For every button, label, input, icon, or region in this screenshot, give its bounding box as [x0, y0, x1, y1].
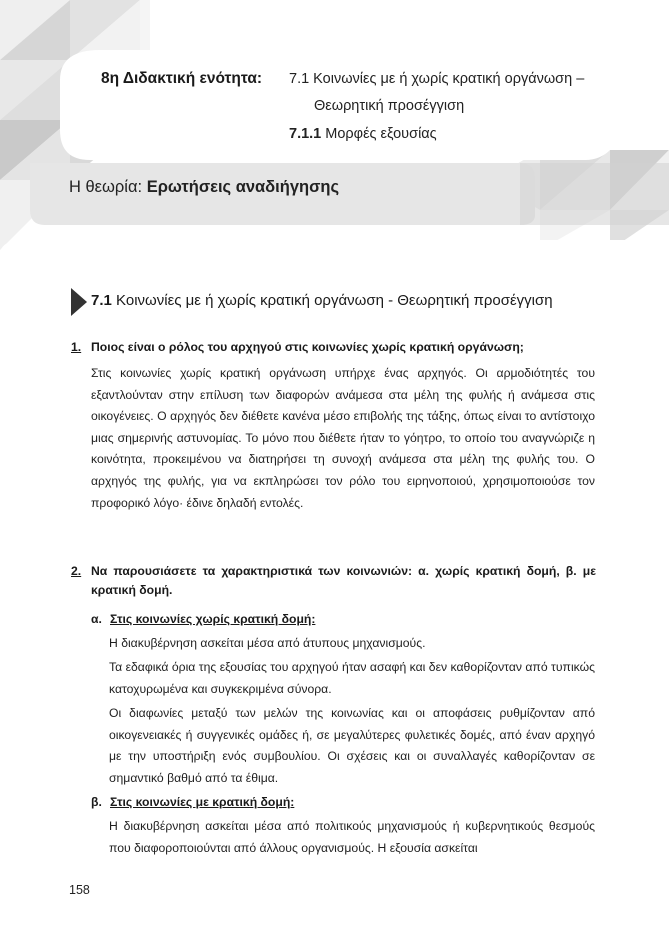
section-number: 7.1	[91, 292, 112, 309]
theory-title: Ερωτήσεις αναδιήγησης	[146, 178, 340, 196]
question-number: 1.	[71, 340, 82, 354]
theory-bar	[69, 178, 339, 197]
part-a-paragraph-2: Τα εδαφικά όρια της εξουσίας του αρχηγού ήταν ασαφή και δεν καθορίζονταν από τυπικώς κατοχυρωμένα και συγκεκριμένα σύνορα.	[109, 660, 595, 696]
unit-label: 8η Διδακτική ενότητα:	[101, 70, 263, 87]
page-number: 158	[69, 883, 90, 897]
part-a-paragraph-3: Οι διαφωνίες μεταξύ των μελών της κοινωνίας και οι αποφάσεις ρυθμίζονταν από οικογενειακές ή συγγενικές ομάδες ή, σε μεγαλύτερες φυλετικές δομές, από έναν αρχηγό με την υποστήριξη ενός συμβουλίου. Οι σχέσεις και οι συναλλαγές καθορίζονταν σε σημαντικό βαθμό από τα έθιμα.	[109, 706, 595, 785]
part-a-heading	[91, 612, 315, 626]
section-heading	[91, 292, 553, 309]
part-letter: β.	[91, 795, 102, 809]
question-text: Ποιος είναι ο ρόλος του αρχηγού στις κοινωνίες χωρίς κρατική οργάνωση;	[91, 340, 524, 354]
theory-bar-right-shade	[520, 163, 669, 225]
question-1-answer: Στις κοινωνίες χωρίς κρατική οργάνωση υπήρχε ένας αρχηγός. Οι αρμοδιότητές του εξαντλούνταν στην επίλυση των διαφορών ανάμεσα στα μέλη της φυλής ή ανάμεσα στις οικογένειες. Ο αρχηγός δεν διέθετε κανένα μέσο επιβολής της τάξης, όπως είναι το αντίστοιχο μιας σημερινής αστυνομίας. Το μόνο που διέθετε ήταν το γόητρο, το οποίο του αναγνώριζε η κοινότητα, προκειμένου να διατηρήσει τη συνοχή ανάμεσα στα μέλη της φυλής του. Ο αρχηγός της φυλής, για να εκπληρώσει τον ρόλο του ειρηνοποιού, χρησιμοποιούσε τον προφορικό λόγο· έδινε δηλαδή εντολές.	[91, 366, 595, 510]
part-letter: α.	[91, 612, 102, 626]
subunit-number: 7.1.1	[289, 126, 322, 142]
unit-title-line1: 7.1 Κοινωνίες με ή χωρίς κρατική οργάνωση –	[289, 71, 585, 87]
part-b-paragraph-1: Η διακυβέρνηση ασκείται μέσα από πολιτικούς μηχανισμούς ή κυβερνητικούς θεσμούς που διαφοροποιούνται από άλλους οργανισμούς. Η εξουσία ασκείται	[109, 819, 595, 855]
section-arrow-icon	[71, 288, 87, 316]
part-title: Στις κοινωνίες χωρίς κρατική δομή:	[110, 612, 316, 626]
subunit-name: Μορφές εξουσίας	[325, 126, 437, 142]
part-a-paragraph-1: Η διακυβέρνηση ασκείται μέσα από άτυπους μηχανισμούς.	[109, 636, 426, 650]
part-title: Στις κοινωνίες με κρατική δομή:	[110, 795, 295, 809]
question-text: Να παρουσιάσετε τα χαρακτηριστικά των κοινωνιών: α. χωρίς κρατική δομή, β. με κρατική δομή.	[91, 564, 596, 597]
subunit-title	[289, 126, 437, 142]
question-number: 2.	[71, 564, 82, 578]
section-title: Κοινωνίες με ή χωρίς κρατική οργάνωση - Θεωρητική προσέγγιση	[116, 292, 553, 309]
theory-prefix: Η θεωρία:	[69, 178, 143, 196]
part-b-heading	[91, 795, 294, 809]
unit-title-line2: Θεωρητική προσέγγιση	[314, 98, 465, 114]
